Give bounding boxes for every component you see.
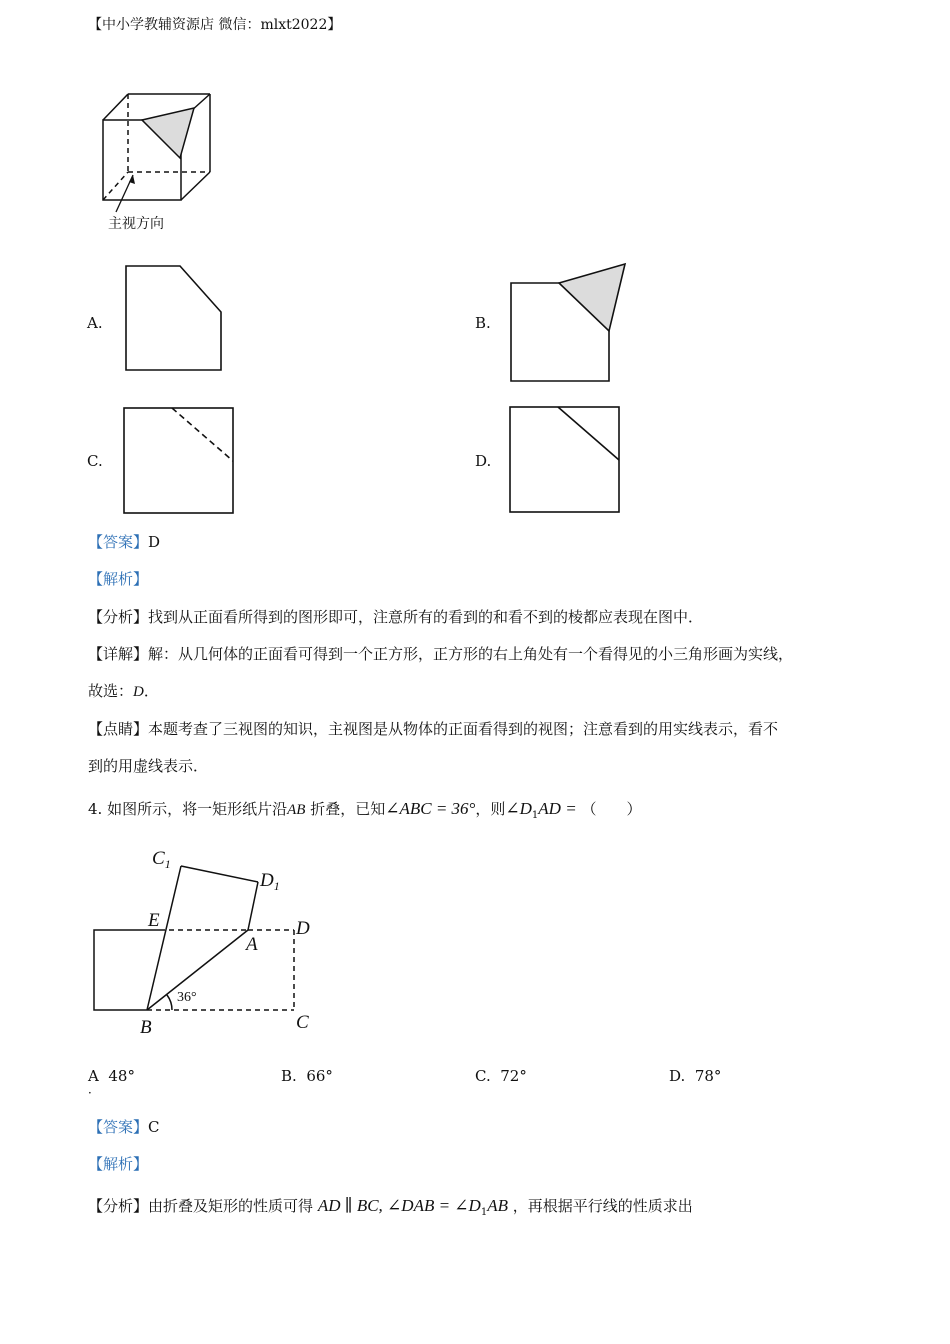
q3-fenxi: 【分析】找到从正面看所得到的图形即可，注意所有的看到的和看不到的棱都应表现在图中． bbox=[88, 608, 704, 626]
label-A: A bbox=[246, 934, 258, 955]
q3-option-a-figure bbox=[124, 264, 224, 374]
q3-xiangjie-line2: 故选：D． bbox=[88, 682, 159, 700]
q3-option-d-letter: D. bbox=[475, 452, 492, 470]
q3-option-b-figure bbox=[509, 262, 629, 386]
q3-option-c-figure bbox=[122, 406, 236, 516]
q4-stem: 4. 如图所示，将一矩形纸片沿AB 折叠，已知∠ABC = 36°，则$\angle D_1AD$ = （ ） bbox=[88, 799, 642, 821]
label-C: C bbox=[296, 1012, 309, 1033]
label-C1: $C_1$ bbox=[152, 848, 171, 871]
label-D1: $D_1$ bbox=[260, 870, 280, 893]
cube-gray-triangle bbox=[142, 108, 194, 158]
angle-arc bbox=[167, 995, 172, 1010]
answer-value: D bbox=[148, 533, 161, 551]
q4-option-c: C. 72° bbox=[475, 1067, 527, 1085]
label-angle: 36° bbox=[177, 990, 197, 1005]
q4-fold-figure bbox=[88, 840, 328, 1040]
q3-option-c-letter: C. bbox=[87, 452, 103, 470]
q3-option-b-letter: B. bbox=[475, 314, 491, 332]
q4-option-a-dot: ． bbox=[88, 1082, 101, 1096]
q3-option-d-figure bbox=[508, 405, 622, 515]
q4-option-b: B. 66° bbox=[281, 1067, 333, 1085]
option-b-gray-triangle bbox=[559, 264, 625, 331]
label-E: E bbox=[148, 910, 160, 931]
q3-dianjing: 【点睛】本题考查了三视图的知识，主视图是从物体的正面看得到的视图；注意看到的用实线表示，看不 bbox=[88, 720, 779, 738]
q4-analysis-tag: 【解析】 bbox=[88, 1155, 149, 1173]
q3-dianjing-line2: 到的用虚线表示． bbox=[88, 757, 209, 775]
q3-analysis-tag: 【解析】 bbox=[88, 570, 149, 588]
label-D: D bbox=[296, 918, 310, 939]
q3-option-a-letter: A. bbox=[87, 314, 103, 332]
page-header: 【中小学教辅资源店 微信：mlxt2022】 bbox=[88, 17, 342, 33]
q3-xiangjie: 【详解】解：从几何体的正面看可得到一个正方形，正方形的右上角处有一个看得见的小三角形画为实线， bbox=[88, 645, 794, 663]
q4-answer-row: 【答案】C bbox=[88, 1118, 160, 1136]
q4-fenxi: 【分析】由折叠及矩形的性质可得 AD ∥ BC, ∠DAB = $\angle D_1AB$ ，再根据平行线的性质求出 bbox=[88, 1196, 693, 1218]
answer-tag: 【答案】 bbox=[88, 533, 149, 551]
q4-option-a: A 48° bbox=[88, 1067, 135, 1085]
label-B: B bbox=[140, 1017, 152, 1038]
view-direction-label: 主视方向 bbox=[108, 216, 164, 232]
q3-answer-row bbox=[88, 531, 160, 552]
q4-option-d: D. 78° bbox=[669, 1067, 722, 1085]
